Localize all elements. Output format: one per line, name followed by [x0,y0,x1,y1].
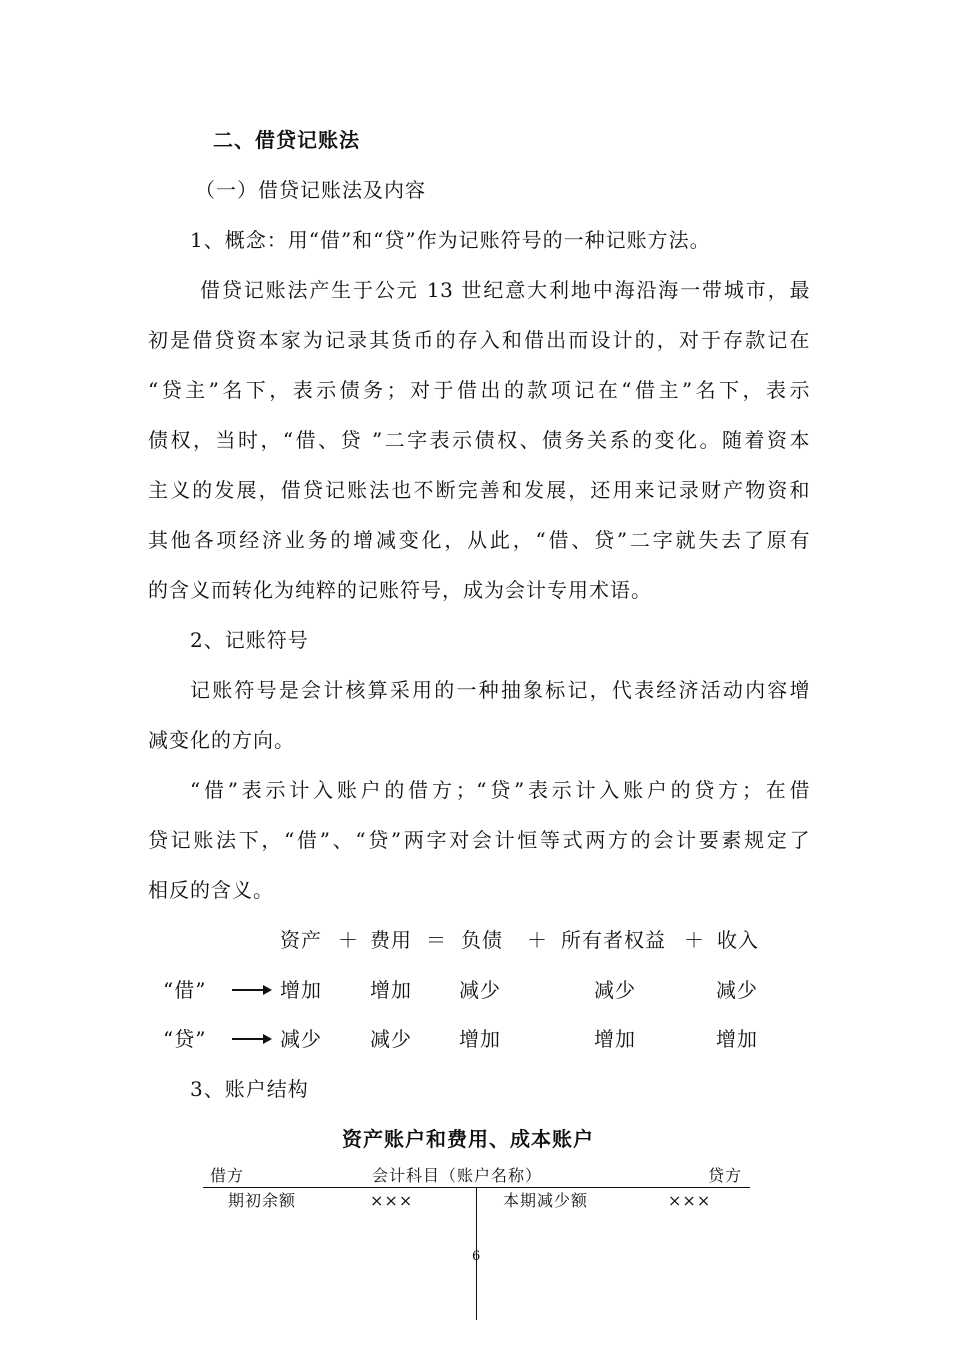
paragraph-line: “借”表示计入账户的借方；“贷”表示计入账户的贷方；在借 [190,778,810,802]
equation-assets: 资产 [280,928,322,952]
credit-label: “贷” [163,1027,207,1051]
equation-plus: ＋ [527,928,548,952]
equation-expenses: 费用 [370,928,412,952]
paragraph-line: 初是借贷资本家为记录其货币的存入和借出而设计的，对于存款记在 [148,328,810,352]
right-arrow-icon [232,1038,270,1040]
credit-liabilities: 增加 [459,1027,501,1051]
credit-revenue: 增加 [716,1027,758,1051]
equation-plus: ＋ [684,928,705,952]
paragraph-line: 主义的发展，借贷记账法也不断完善和发展，还用来记录财产物资和 [148,478,810,502]
paragraph-line: 借贷记账法产生于公元 13 世纪意大利地中海沿海一带城市，最 [200,278,810,302]
debit-equity: 减少 [594,978,636,1002]
t-account-right-value: ××× [668,1191,712,1210]
debit-liabilities: 减少 [459,978,501,1002]
paragraph-line: 贷记账法下，“借”、“贷”两字对会计恒等式两方的会计要素规定了 [148,828,810,852]
t-account-credit-header: 贷方 [708,1166,743,1185]
debit-assets: 增加 [280,978,322,1002]
t-account-left-value: ××× [370,1191,414,1210]
section2-title: 2、记账符号 [190,628,309,652]
equation-equals: ＝ [426,928,447,952]
paragraph-line: 的含义而转化为纯粹的记账符号，成为会计专用术语。 [148,578,652,602]
paragraph-line: 相反的含义。 [148,878,274,902]
debit-revenue: 减少 [716,978,758,1002]
concept-line: 1、概念：用“借”和“贷”作为记账符号的一种记账方法。 [190,228,711,252]
equation-liabilities: 负债 [461,928,503,952]
paragraph-line: 其他各项经济业务的增减变化，从此，“借、贷”二字就失去了原有 [148,528,810,552]
credit-assets: 减少 [280,1027,322,1051]
paragraph-line: “贷主”名下，表示债务；对于借出的款项记在“借主”名下，表示 [148,378,810,402]
paragraph-line: 记账符号是会计核算采用的一种抽象标记，代表经济活动内容增 [190,678,810,702]
equation-revenue: 收入 [717,928,759,952]
section-heading: 二、借贷记账法 [213,128,360,152]
t-account-left-label: 期初余额 [228,1191,297,1210]
equation-equity: 所有者权益 [561,928,666,952]
section3-title: 3、账户结构 [190,1077,309,1101]
credit-equity: 增加 [594,1027,636,1051]
t-account-right-label: 本期减少额 [503,1191,589,1210]
page-number: 6 [472,1249,482,1264]
subsection-heading: （一）借贷记账法及内容 [195,178,426,202]
debit-label: “借” [163,978,207,1002]
t-account-debit-header: 借方 [210,1166,245,1185]
right-arrow-icon [232,989,270,991]
credit-expenses: 减少 [370,1027,412,1051]
equation-plus: ＋ [338,928,359,952]
t-account-name: 会计科目（账户名称） [372,1166,543,1185]
t-account-title: 资产账户和费用、成本账户 [342,1127,594,1151]
paragraph-line: 债权，当时，“借、贷 ”二字表示债权、债务关系的变化。随着资本 [148,428,810,452]
paragraph-line: 减变化的方向。 [148,728,295,752]
debit-expenses: 增加 [370,978,412,1002]
